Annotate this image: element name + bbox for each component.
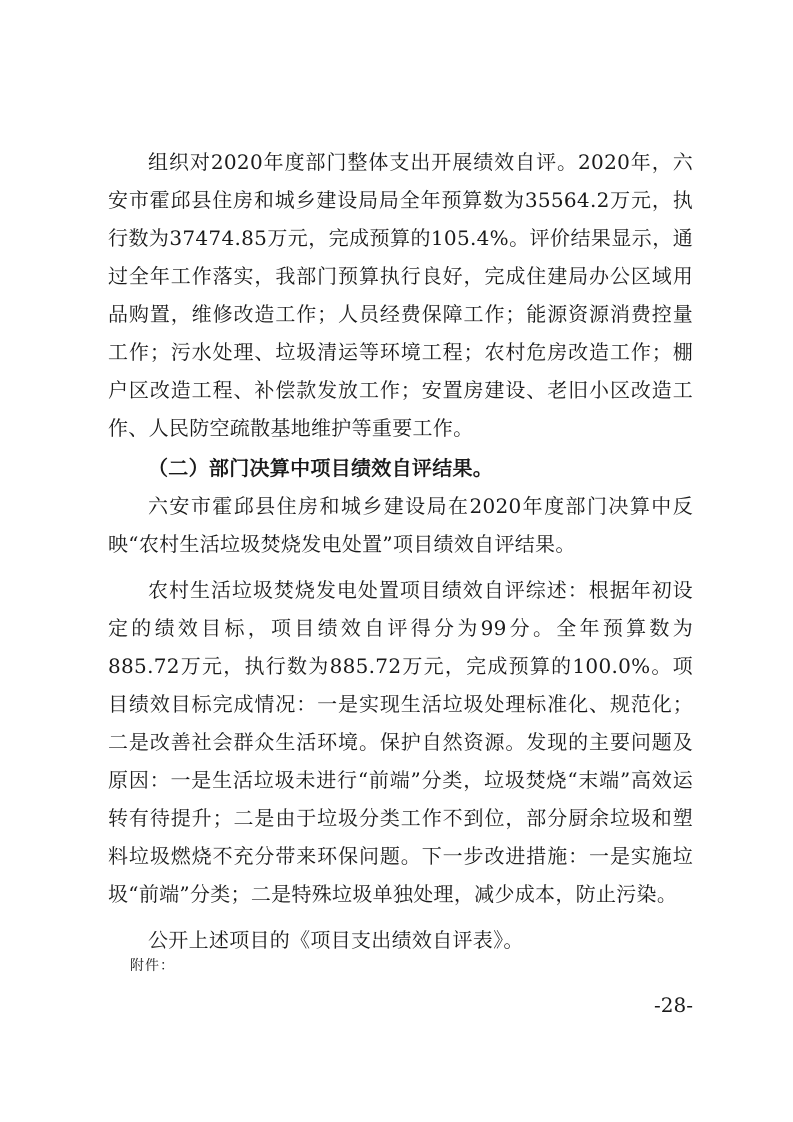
paragraph-overall-evaluation: 组织对2020年度部门整体支出开展绩效自评。2020年，六安市霍邱县住房和城乡建设局局全年预算数为35564.2万元，执行数为37474.85万元，完成预算的105.4%。评价结果显示，通过全年工作落实，我部门预算执行良好，完成住建局办公区域用品购置，维修改造工作；人员经费保障工作；能源资源消费控量工作；污水处理、垃圾清运等环境工程；农村危房改造工作；棚户区改造工程、补偿款发放工作；安置房建设、老旧小区改造工作、人民防空疏散基地维护等重要工作。	[108, 150, 693, 440]
attachment-label: 附件：	[130, 958, 175, 974]
paragraph-disclosure: 公开上述项目的《项目支出绩效自评表》。	[148, 928, 524, 952]
section-heading-project-evaluation: （二）部门决算中项目绩效自评结果。	[148, 456, 494, 480]
paragraph-project-summary: 农村生活垃圾焚烧发电处置项目绩效自评综述：根据年初设定的绩效目标，项目绩效自评得分为99分。全年预算数为885.72万元，执行数为885.72万元，完成预算的100.0%。项目绩效目标完成情况：一是实现生活垃圾处理标准化、规范化；二是改善社会群众生活环境。保护自然资源。发现的主要问题及原因：一是生活垃圾未进行“前端”分类，垃圾焚烧“末端”高效运转有待提升；二是由于垃圾分类工作不到位，部分厨余垃圾和塑料垃圾燃烧不充分带来环保问题。下一步改进措施：一是实施垃圾“前端”分类；二是特殊垃圾单独处理，减少成本，防止污染。	[108, 578, 693, 906]
paragraph-project-intro: 六安市霍邱县住房和城乡建设局在2020年度部门决算中反映“农村生活垃圾焚烧发电处置”项目绩效自评结果。	[108, 494, 693, 556]
document-body	[108, 143, 693, 959]
page-number: -28-	[654, 993, 693, 1017]
